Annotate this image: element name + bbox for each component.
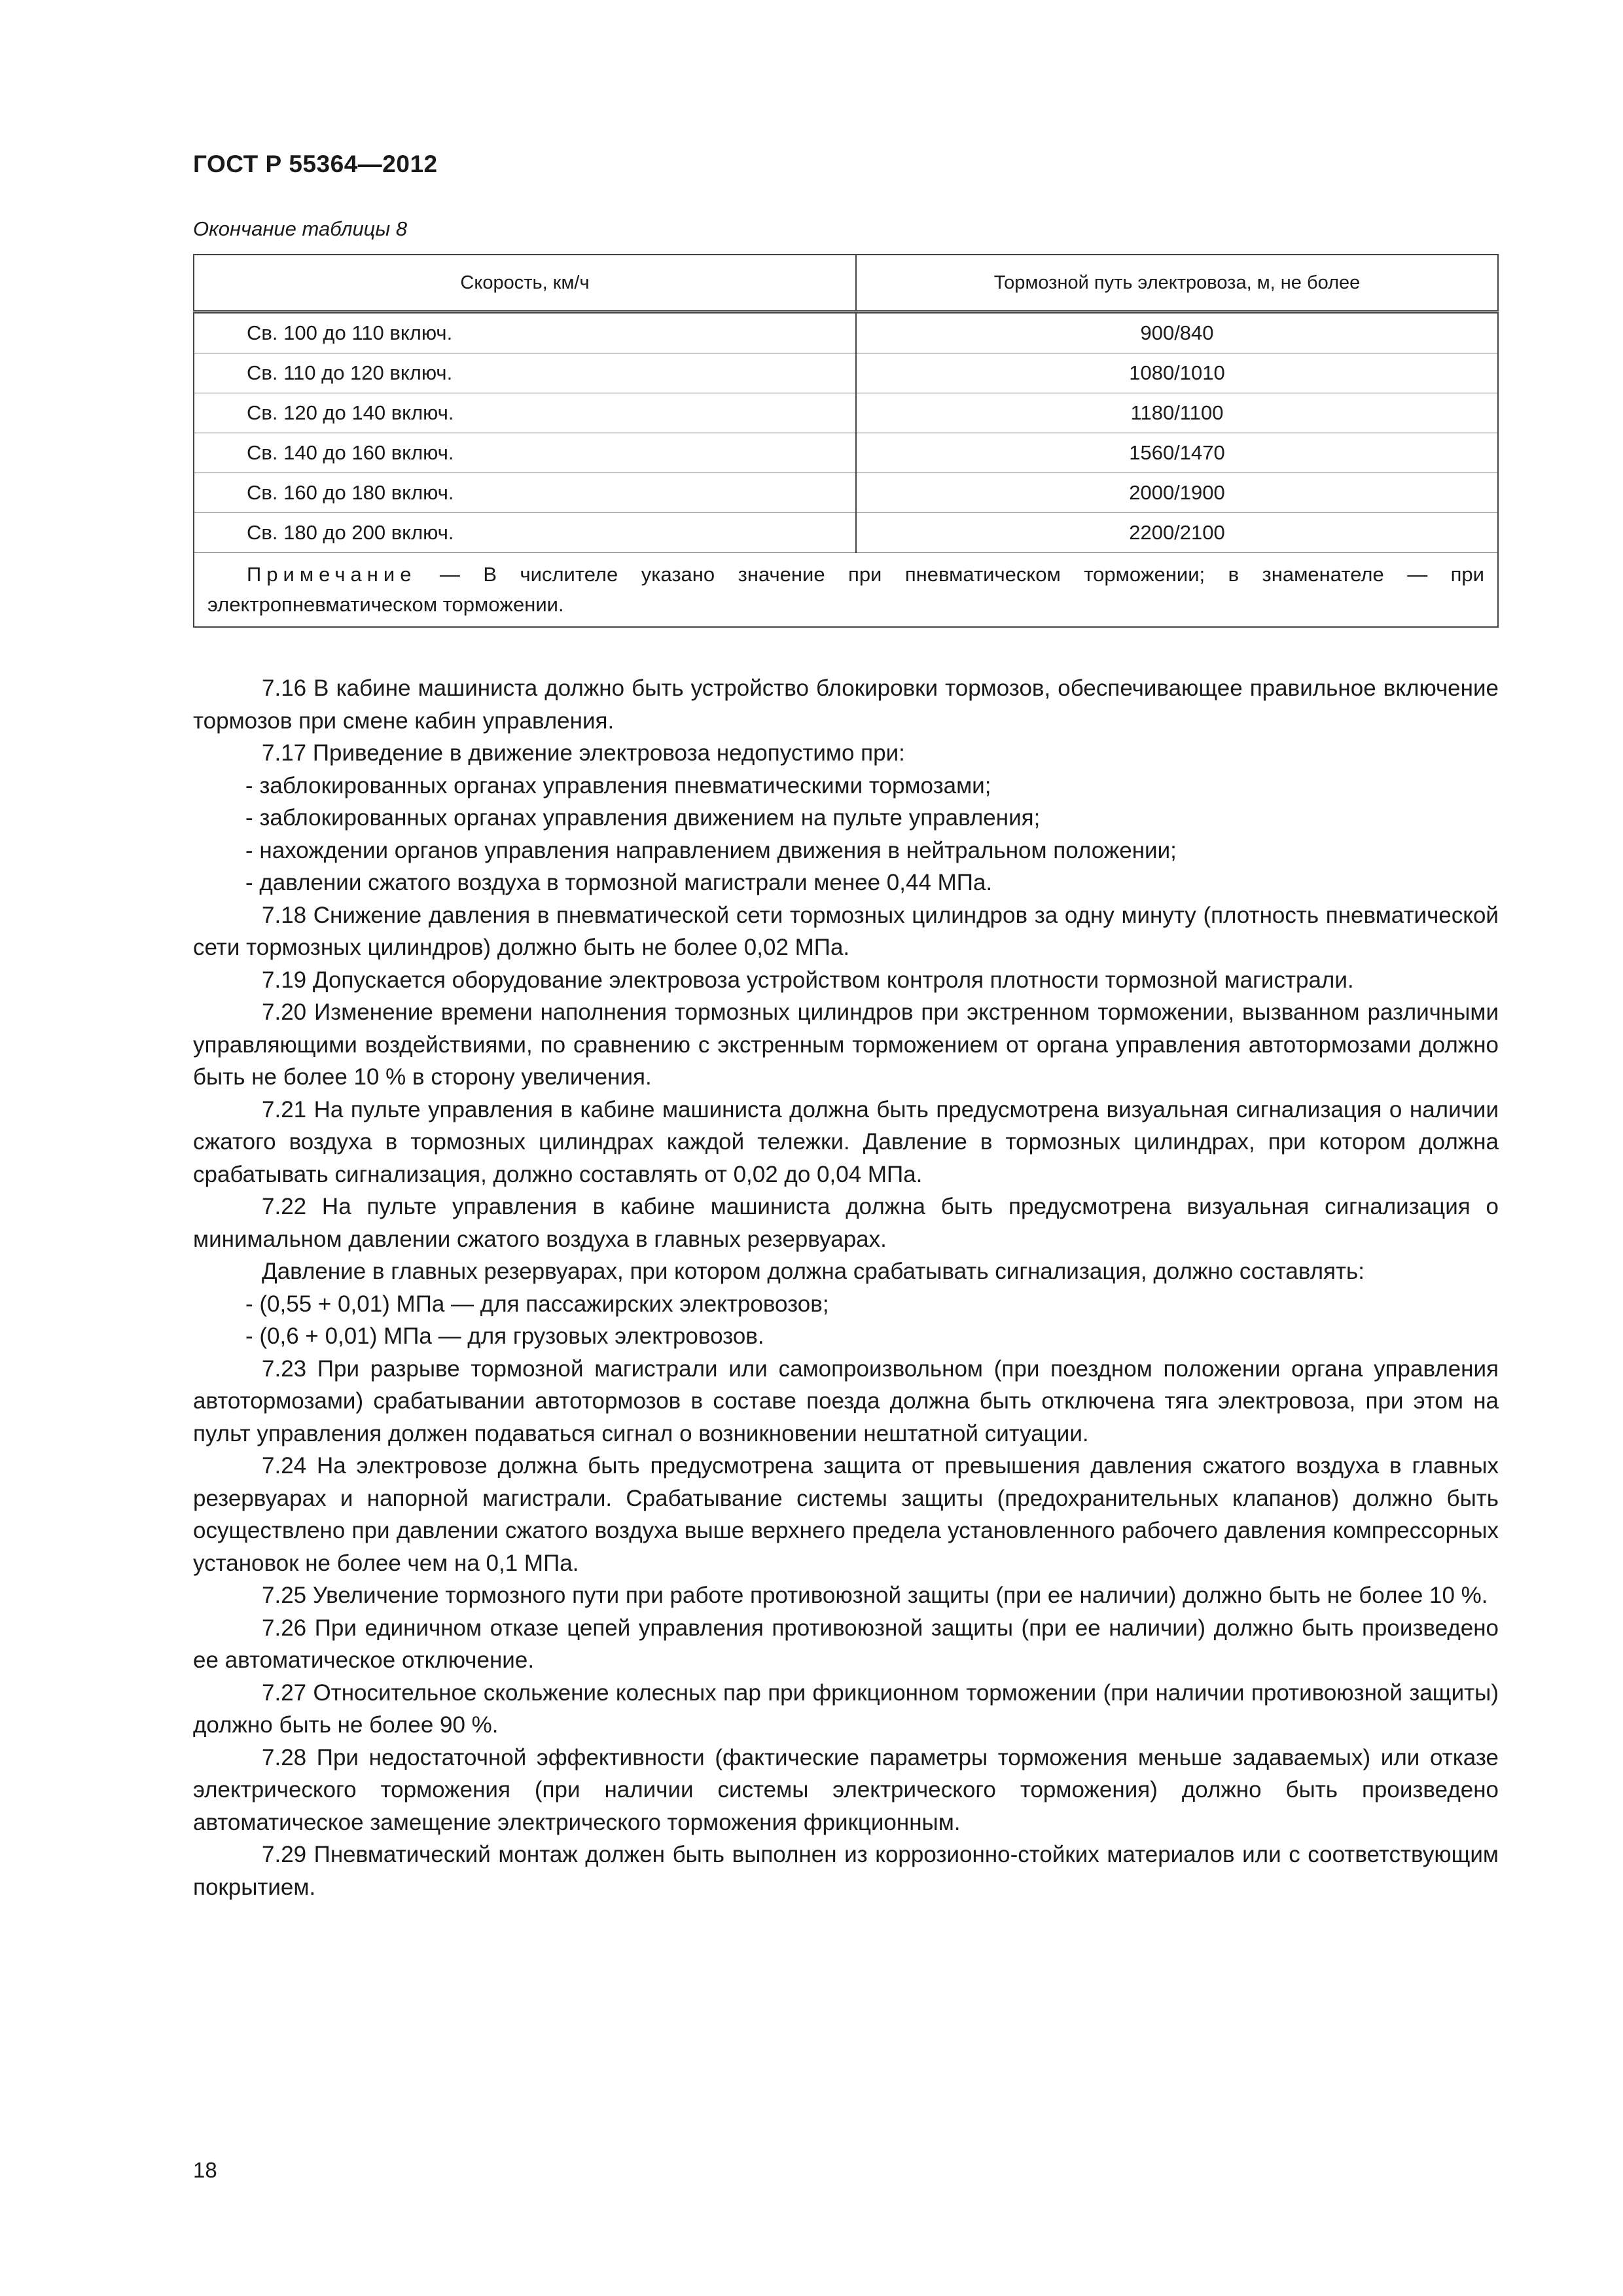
speed-cell: Св. 140 до 160 включ.: [194, 433, 856, 473]
paragraph-7-17: 7.17 Приведение в движение электровоза недопустимо при:: [262, 740, 905, 766]
braking-distance-table: [193, 254, 1499, 628]
list-item: - (0,55 + 0,01) МПа — для пассажирских электровозов;: [245, 1291, 829, 1317]
distance-cell: 1080/1010: [856, 353, 1498, 393]
paragraph-7-18: 7.18 Снижение давления в пневматической сети тормозных цилиндров за одну минуту (плотность пневматической сети тормозных цилиндров) должно быть не более 0,02 МПа.: [193, 902, 1499, 960]
paragraph-7-22: 7.22 На пульте управления в кабине машиниста должна быть предусмотрена визуальная сигнализация о минимальном давлении сжатого воздуха в главных резервуарах.: [193, 1194, 1499, 1252]
table-note-label: Примечание: [247, 563, 417, 586]
table-row: [194, 473, 1498, 513]
distance-cell: 1560/1470: [856, 433, 1498, 473]
table-caption: Окончание таблицы 8: [193, 217, 408, 240]
distance-cell: 900/840: [856, 312, 1498, 353]
speed-cell: Св. 120 до 140 включ.: [194, 393, 856, 433]
page-number: 18: [193, 2158, 217, 2182]
list-item: - заблокированных органах управления пневматическими тормозами;: [245, 772, 991, 798]
table-note-text: — В числителе указано значение при пневматическом торможении; в знаменателе — при электропневматическом торможении.: [207, 563, 1484, 616]
paragraph-7-28: 7.28 При недостаточной эффективности (фактические параметры торможения меньше задаваемых) или отказе электрического торможения (при наличии системы электрического торможения) должно быть произведено автоматическое замещение электрического торможения фрикционным.: [193, 1744, 1499, 1835]
list-item: - давлении сжатого воздуха в тормозной магистрали менее 0,44 МПа.: [245, 870, 993, 895]
paragraph-7-21: 7.21 На пульте управления в кабине машиниста должна быть предусмотрена визуальная сигнализация о наличии сжатого воздуха в тормозных цилиндрах каждой тележки. Давление в тормозных цилиндрах, при котором должна срабатывать сигнализация, должно составлять от 0,02 до 0,04 МПа.: [193, 1096, 1499, 1187]
table-note-row: [194, 553, 1498, 628]
speed-cell: Св. 110 до 120 включ.: [194, 353, 856, 393]
paragraph-7-25: 7.25 Увеличение тормозного пути при работе противоюзной защиты (при ее наличии) должно быть не более 10 %.: [262, 1583, 1488, 1608]
distance-cell: 2200/2100: [856, 513, 1498, 553]
paragraph-pressure-alarm: Давление в главных резервуарах, при котором должна срабатывать сигнализация, должно составлять:: [262, 1259, 1364, 1284]
document-page: [193, 151, 1499, 1903]
speed-cell: Св. 100 до 110 включ.: [194, 312, 856, 353]
column-header-distance: Тормозной путь электровоза, м, не более: [856, 255, 1498, 312]
table-row: [194, 393, 1498, 433]
paragraph-7-23: 7.23 При разрыве тормозной магистрали или самопроизвольном (при поездном положении органа управления автотормозами) срабатывании автотормозов в составе поезда должна быть отключена тяга электровоза, при этом на пульт управления должен подаваться сигнал о возникновении нештатной ситуации.: [193, 1355, 1499, 1446]
paragraph-7-27: 7.27 Относительное скольжение колесных пар при фрикционном торможении (при наличии противоюзной защиты) должно быть не более 90 %.: [193, 1679, 1499, 1738]
paragraph-7-24: 7.24 На электровозе должна быть предусмотрена защита от превышения давления сжатого воздуха в главных резервуарах и напорной магистрали. Срабатывание системы защиты (предохранительных клапанов) должно быть осуществлено при давлении сжатого воздуха выше верхнего предела установленного рабочего давления компрессорных установок не более чем на 0,1 МПа.: [193, 1453, 1499, 1576]
document-code: ГОСТ Р 55364—2012: [193, 151, 438, 177]
list-item: - (0,6 + 0,01) МПа — для грузовых электровозов.: [245, 1323, 764, 1349]
speed-cell: Св. 180 до 200 включ.: [194, 513, 856, 553]
column-header-speed: Скорость, км/ч: [194, 255, 856, 312]
paragraph-7-20: 7.20 Изменение времени наполнения тормозных цилиндров при экстренном торможении, вызванном различными управляющими воздействиями, по сравнению с экстренным торможением от органа управления автотормозами должно быть не более 10 % в сторону увеличения.: [193, 999, 1499, 1090]
table-row: [194, 433, 1498, 473]
table-row: [194, 312, 1498, 353]
table-header-row: [194, 255, 1498, 312]
table-row: [194, 353, 1498, 393]
paragraph-7-29: 7.29 Пневматический монтаж должен быть выполнен из коррозионно-стойких материалов или с соответствующим покрытием.: [193, 1842, 1499, 1900]
paragraph-7-26: 7.26 При единичном отказе цепей управления противоюзной защиты (при ее наличии) должно быть произведено ее автоматическое отключение.: [193, 1615, 1499, 1673]
paragraph-7-19: 7.19 Допускается оборудование электровоза устройством контроля плотности тормозной магистрали.: [262, 967, 1354, 993]
distance-cell: 1180/1100: [856, 393, 1498, 433]
distance-cell: 2000/1900: [856, 473, 1498, 513]
paragraph-7-16: 7.16 В кабине машиниста должно быть устройство блокировки тормозов, обеспечивающее правильное включение тормозов при смене кабин управления.: [193, 675, 1499, 734]
table-note: [194, 553, 1498, 628]
table-row: [194, 513, 1498, 553]
speed-cell: Св. 160 до 180 включ.: [194, 473, 856, 513]
list-item: - нахождении органов управления направлением движения в нейтральном положении;: [245, 837, 1177, 863]
list-item: - заблокированных органах управления движением на пульте управления;: [245, 805, 1041, 831]
body-text: [193, 672, 1499, 1903]
